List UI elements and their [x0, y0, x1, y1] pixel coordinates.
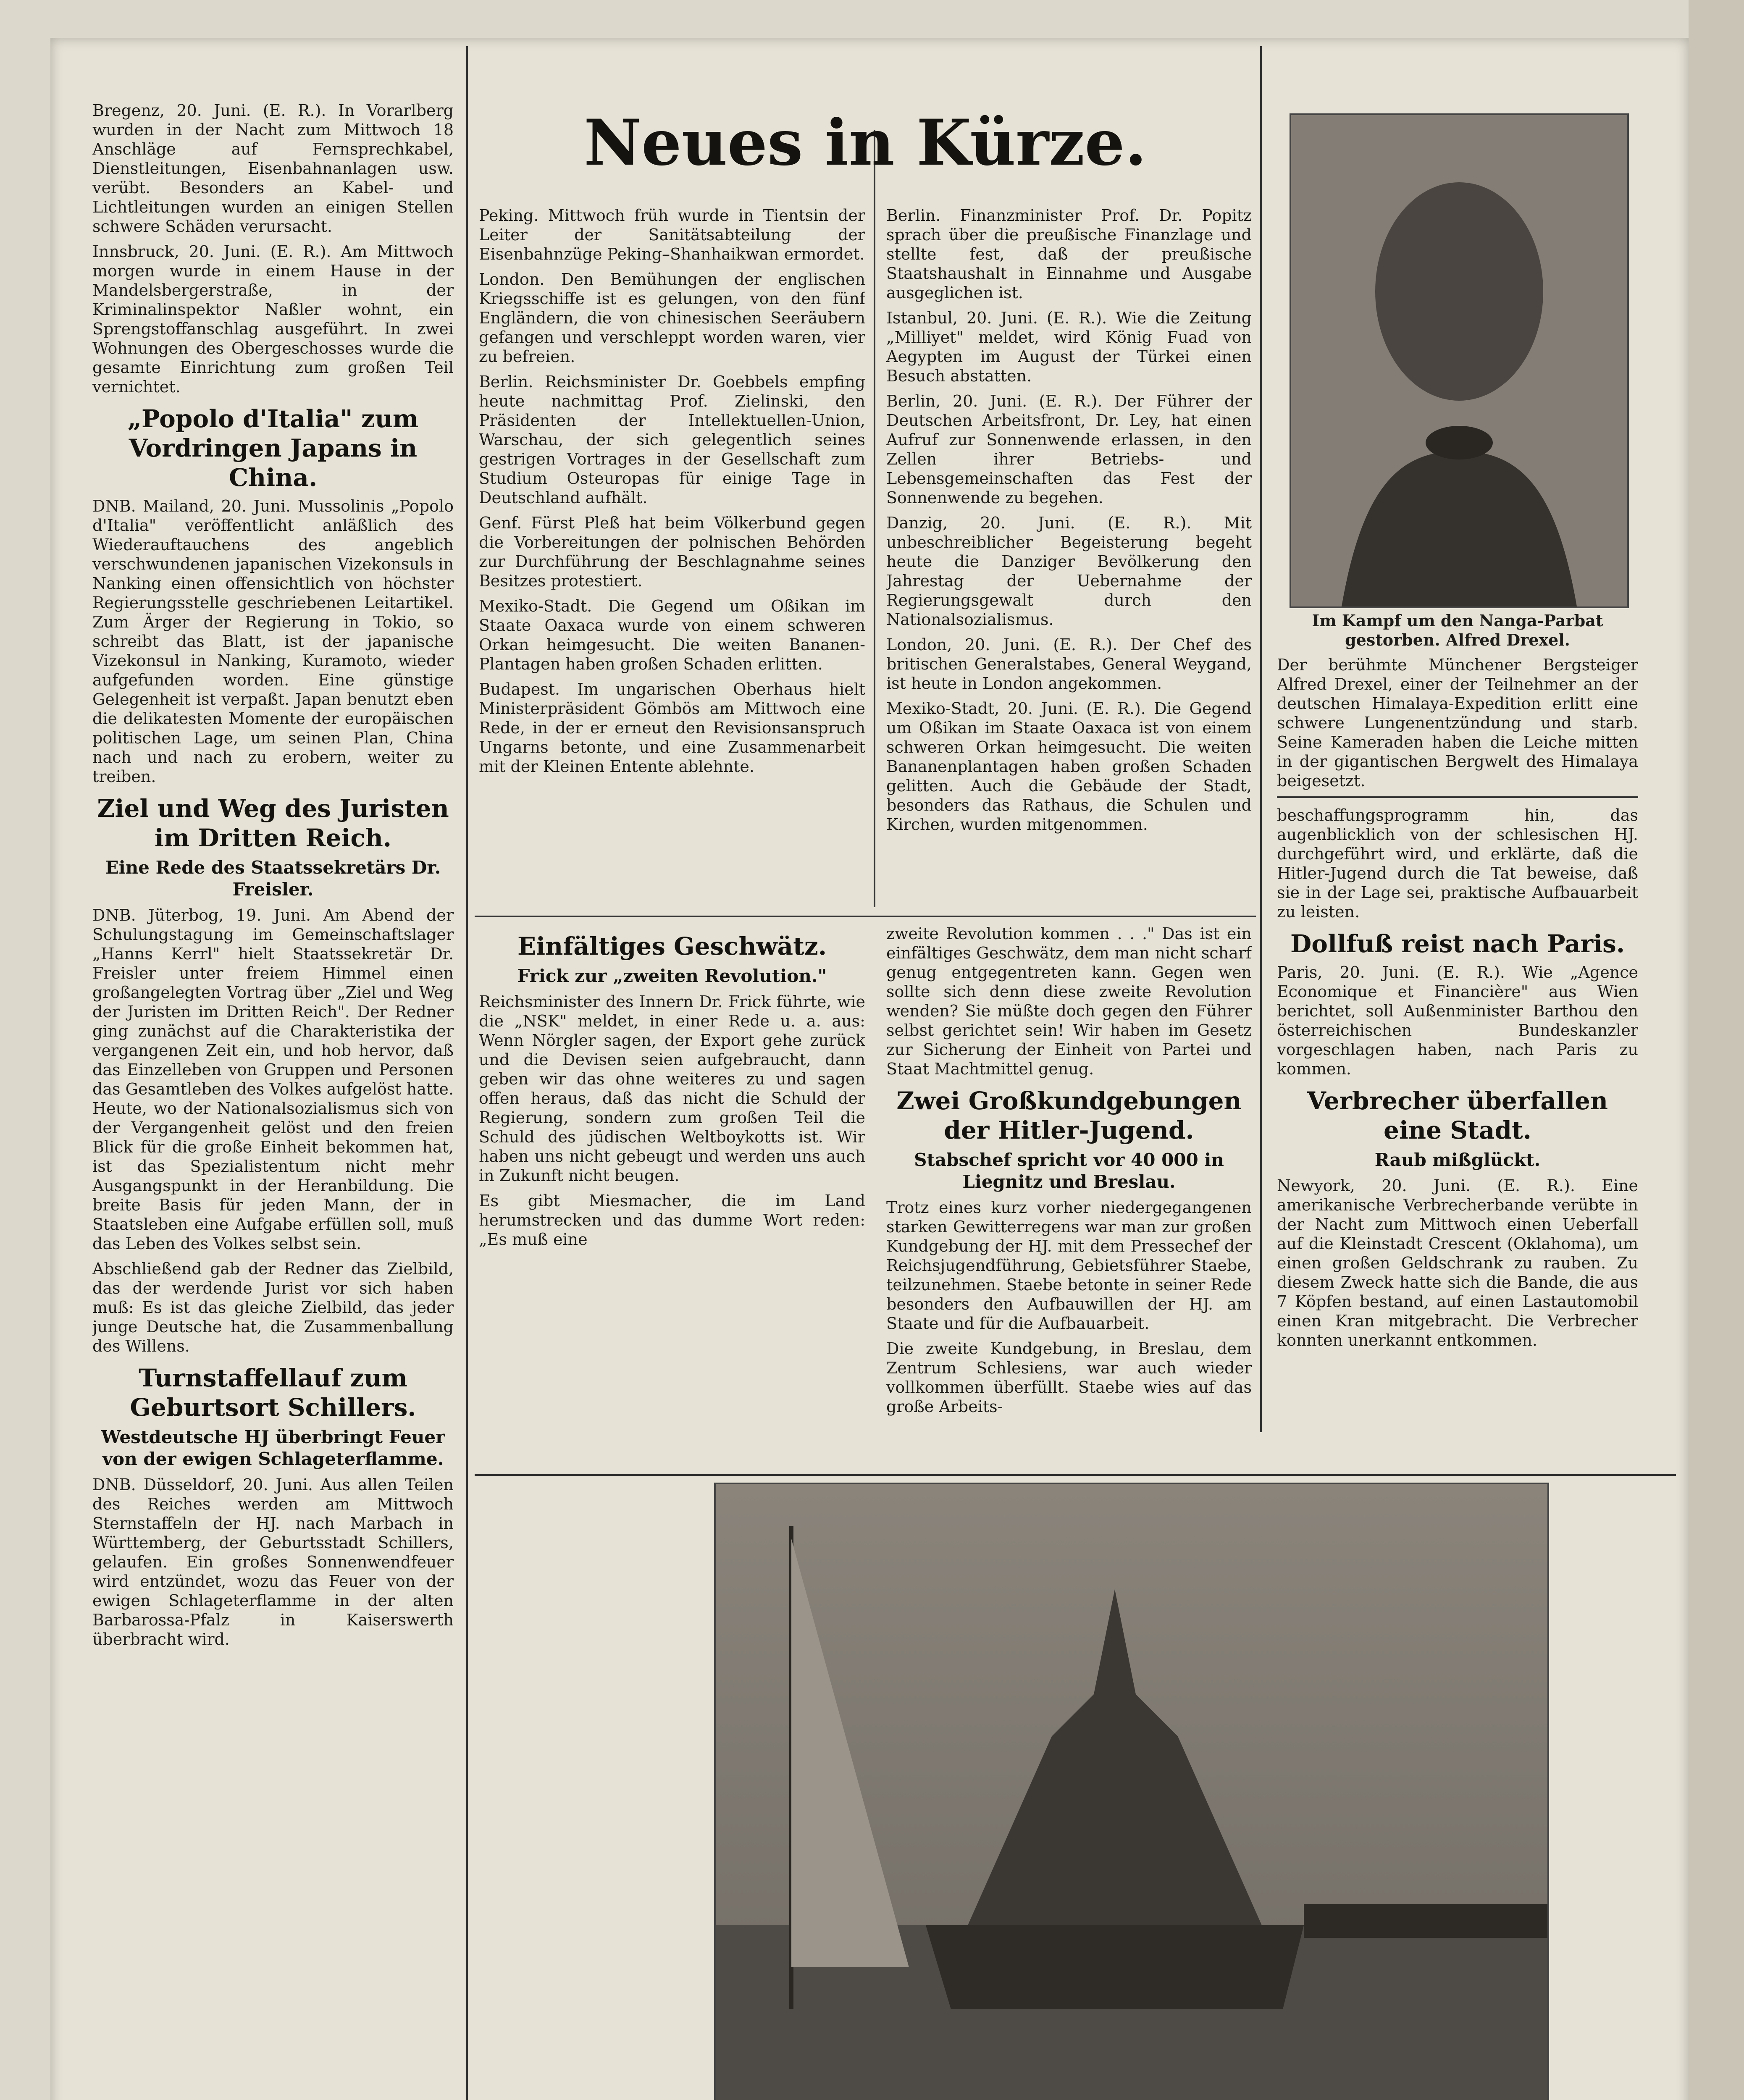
news-istanbul: Istanbul, 20. Juni. (E. R.). Wie die Zeitung „Milliyet" meldet, wird König Fuad von Aegypten im August der Türkei einen Besuch abstatten. [886, 309, 1252, 385]
news-peking: Peking. Mittwoch früh wurde in Tientsin der Leiter der Sanitätsabteilung der Eisenbahnzüge Peking–Shanhaikwan ermordet. [479, 206, 865, 263]
headline-turnstaffel: Turnstaffellauf zum Geburtsort Schillers. [130, 1364, 416, 1422]
article-verbrecher: Newyork, 20. Juni. (E. R.). Eine amerikanische Verbrecherbande verübte in der Nacht zum Mittwoch einen Ueberfall auf die Kleinstadt Crescent (Oklahoma), um einen großen Geldschrank zu rauben. Zu diesem Zweck hatte sich die Bande, die aus 7 Köpfen bestand, auf einen Lastautomobil einen Kran mitgebracht. Die Verbrecher konnten unerkannt entkommen. [1277, 1176, 1638, 1349]
article-hitlerjugend-2: Die zweite Kundgebung, in Breslau, dem Zentrum Schlesiens, war auch wieder vollkommen überfüllt. Staebe wies auf das große Arbeits- [886, 1339, 1252, 1416]
headline-geschwaetz: Einfältiges Geschwätz. [517, 932, 827, 961]
article-innsbruck: Innsbruck, 20. Juni. (E. R.). Am Mittwoch morgen wurde in einem Hause in der Mandelsbergerstraße, in der Kriminalinspektor Naßler wohnt, ein Sprengstoffanschlag ausgeführt. In zwei Wohnungen des Obergeschosses wurde die gesamte Einrichtung zum großen Teil vernichtet. [92, 242, 454, 396]
portrait-illustration [1291, 115, 1627, 606]
newspaper-page [50, 38, 1689, 2100]
news-london-weygand: London, 20. Juni. (E. R.). Der Chef des britischen Generalstabes, General Weygand, ist heute in London angekommen. [886, 635, 1252, 693]
article-hitlerjugend: Trotz eines kurz vorher niedergegangenen starken Gewitterregens war man zur großen Kundgebung der HJ. mit dem Pressechef der Reichsjugendführung, Gebietsführer Staebe, teilzunehmen. Staebe betonte in seiner Rede besonders den Aufbauwillen der HJ. am Staate und für die Aufbauarbeit. [886, 1198, 1252, 1333]
subheadline-turnstaffel: Westdeutsche HJ überbringt Feuer von der ewigen Schlageterflamme. [101, 1427, 445, 1469]
section-title: Neues in Kürze. [584, 106, 1147, 180]
page-edge [1689, 0, 1744, 2100]
news-mexiko-orkan: Mexiko-Stadt, 20. Juni. (E. R.). Die Gegend um Oßikan im Staate Oaxaca ist von einem schweren Orkan heimgesucht. Die weiten Bananenplantagen haben großen Schaden gelitten. Auch die Gebäude der Stadt, besonders das Rathaus, die Schulen und Kirchen, wurden mitgenommen. [886, 699, 1252, 834]
article-popolo: DNB. Mailand, 20. Juni. Mussolinis „Popolo d'Italia" veröffentlicht anläßlich des Wiederauftauchens des angeblich verschwundenen japanischen Vizekonsuls in Nanking einen offensichtlich von höchster Regierungsstelle geschriebenen Leitartikel. Zum Ärger der Regierung in Tokio, so schreibt das Blatt, ist der japanische Vizekonsul in Nanking, Kuramoto, wieder aufgefunden worden. Eine günstige Gelegenheit ist verpaßt. Japan benutzt eben die delikatesten Momente der europäischen politischen Lage, um seinen Plan, China nach und nach zu erobern, weiter zu treiben. [92, 497, 454, 786]
headline-dollfuss: Dollfuß reist nach Paris. [1290, 929, 1625, 958]
column-1 [92, 101, 454, 2100]
headline-juristen: Ziel und Weg des Juristen im Dritten Reich. [97, 794, 449, 852]
cruiser-photo [714, 1483, 1549, 2100]
subheadline-juristen: Eine Rede des Staatssekretärs Dr. Freisler. [105, 857, 441, 900]
column-rule [466, 46, 468, 2100]
headline-verbrecher: Verbrecher überfallen eine Stadt. [1307, 1087, 1608, 1144]
cruiser-illustration [716, 1484, 1547, 2100]
section-rule [1277, 796, 1638, 798]
column-4 [1277, 655, 1638, 1462]
portrait-caption: Im Kampf um den Nanga-Parbat gestorben. Alfred Drexel. [1312, 611, 1603, 649]
article-drexel: Der berühmte Münchener Bergsteiger Alfred Drexel, einer der Teilnehmer an der deutschen Himalaya-Expedition erlitt eine schwere Lungenentzündung und starb. Seine Kameraden haben die Leiche mitten in der gigantischen Bergwelt des Himalaya beigesetzt. [1277, 656, 1638, 790]
article-juristen-2: Abschließend gab der Redner das Zielbild, das der werdende Jurist vor sich haben muß: Es ist das gleiche Zielbild, das jeder junge Deutsche hat, die Zusammenballung des Willens. [92, 1260, 454, 1355]
news-mexiko: Mexiko-Stadt. Die Gegend um Oßikan im Staate Oaxaca wurde von einem schweren Orkan heimgesucht. Die weiten Bananen-Plantagen haben großen Schaden erlitten. [479, 597, 865, 673]
news-berlin: Berlin. Reichsminister Dr. Goebbels empfing heute nachmittag Prof. Zielinski, den Präsidenten der Intellektuellen-Union, Warschau, der sich gelegentlich seines gestrigen Vortrages in der Gesellschaft zum Studium Osteuropas für einige Tage in Deutschland aufhält. [479, 373, 865, 507]
news-berlin-ley: Berlin, 20. Juni. (E. R.). Der Führer der Deutschen Arbeitsfront, Dr. Ley, hat einen Aufruf zur Sonnenwende erlassen, in den Zellen ihrer Betriebs- und Lebensgemeinschaften das Fest der Sonnenwende zu begehen. [886, 392, 1252, 507]
headline-popolo: „Popolo d'Italia" zum Vordringen Japans in China. [127, 404, 419, 492]
article-hj-cont: beschaffungsprogramm hin, das augenblicklich von der schlesischen HJ. durchgeführt wird, und erklärte, daß die Hitler-Jugend durch die Tat beweise, daß sie in der Lage sei, praktische Aufbauarbeit zu leisten. [1277, 806, 1638, 921]
news-london: London. Den Bemühungen der englischen Kriegsschiffe ist es gelungen, von den fünf Engländern, die von chinesischen Seeräubern gefangen und verschleppt worden waren, vier zu befreien. [479, 270, 865, 366]
article-geschwaetz-cont: zweite Revolution kommen . . ." Das ist ein einfältiges Geschwätz, dem man nicht scharf genug entgegentreten kann. Gegen wen sollte sich denn diese zweite Revolution wenden? Sie müßte doch gegen den Führer selbst gerichtet sein! Wir haben im Gesetz zur Sicherung der Einheit von Partei und Staat Machtmittel genug. [886, 924, 1252, 1078]
subheadline-verbrecher: Raub mißglückt. [1374, 1150, 1541, 1170]
news-berlin-popitz: Berlin. Finanzminister Prof. Dr. Popitz sprach über die preußische Finanzlage und stellte fest, daß der preußische Staatshaushalt in Einnahme und Ausgabe ausgeglichen ist. [886, 206, 1252, 302]
news-danzig: Danzig, 20. Juni. (E. R.). Mit unbeschreiblicher Begeisterung begeht heute die Danziger Bevölkerung den Jahrestag der Uebernahme der Regierungsgewalt durch den Nationalsozialismus. [886, 514, 1252, 629]
column-3-lower [886, 924, 1252, 1470]
column-rule [1260, 46, 1262, 1432]
subheadline-geschwaetz: Frick zur „zweiten Revolution." [517, 966, 827, 986]
masthead [475, 101, 1256, 197]
news-budapest: Budapest. Im ungarischen Oberhaus hielt Ministerpräsident Gömbös am Mittwoch eine Rede, in der er erneut den Revisionsanspruch Ungarns betonte, und eine Zusammenarbeit mit der Kleinen Entente ablehnte. [479, 680, 865, 776]
article-geschwaetz-2: Es gibt Miesmacher, die im Land herumstrecken und das dumme Wort reden: „Es muß eine [479, 1192, 865, 1249]
article-dollfuss: Paris, 20. Juni. (E. R.). Wie „Agence Economique et Financière" aus Wien berichtet, soll Außenminister Barthou den österreichischen Bundeskanzler vorgeschlagen haben, nach Paris zu kommen. [1277, 963, 1638, 1078]
news-genf: Genf. Fürst Pleß hat beim Völkerbund gegen die Vorbereitungen der polnischen Behörden zur Durchführung der Beschlagnahme seines Besitzes protestiert. [479, 514, 865, 590]
column-rule [874, 130, 875, 907]
article-bregenz: Bregenz, 20. Juni. (E. R.). In Vorarlberg wurden in der Nacht zum Mittwoch 18 Anschläge auf Fernsprechkabel, Dienstleitungen, Eisenbahnanlagen usw. verübt. Besonders an Kabel- und Lichtleitungen wurden an einigen Stellen schwere Schäden verursacht. [92, 101, 454, 236]
article-juristen: DNB. Jüterbog, 19. Juni. Am Abend der Schulungstagung im Gemeinschaftslager „Hanns Kerrl" hielt Staatssekretär Dr. Freisler unter freiem Himmel einen großangelegten Vortrag über „Ziel und Weg der Juristen im Dritten Reich". Der Redner ging zunächst auf die Charakteristika der vergangenen Zeit ein, und hob hervor, daß das Einzelleben von Gruppen und Personen das Gesamtleben des Volkes aufgelöst hatte. Heute, wo der Nationalsozialismus sich von der Vergangenheit gelöst und den freien Blick für die große Einheit bekommen hat, ist das Spezialistentum nicht mehr Ausgangspunkt in der Heranbildung. Die breite Basis für jeden Mann, der in Staatsleben eine Aufgabe erfüllen soll, muß das Leben des Volkes selbst sein. [92, 906, 454, 1253]
article-turnstaffel: DNB. Düsseldorf, 20. Juni. Aus allen Teilen des Reiches werden am Mittwoch Sternstaffeln der HJ. nach Marbach in Württemberg, der Geburtsstadt Schillers, gelaufen. Ein großes Sonnenwendfeuer wird entzündet, wozu das Feuer von der ewigen Schlageterflamme in der alten Barbarossa-Pfalz in Kaiserswerth überbracht wird. [92, 1475, 454, 1648]
portrait-photo [1290, 113, 1629, 608]
article-geschwaetz: Reichsminister des Innern Dr. Frick führte, wie die „NSK" meldet, in einer Rede u. a. aus: Wenn Nörgler sagen, der Export gehe zurück und die Devisen seien aufgebraucht, dann geben wir das ohne weiteres zu und sagen offen heraus, daß das nicht die Schuld der Regierung, sondern zum großen Teil die Schuld des jüdischen Weltboykotts ist. Wir haben uns nicht gebeugt und werden uns auch in Zukunft nicht beugen. [479, 992, 865, 1185]
subheadline-hitlerjugend: Stabschef spricht vor 40 000 in Liegnitz und Breslau. [914, 1150, 1224, 1192]
headline-hitlerjugend: Zwei Großkundgebungen der Hitler-Jugend. [896, 1087, 1242, 1144]
